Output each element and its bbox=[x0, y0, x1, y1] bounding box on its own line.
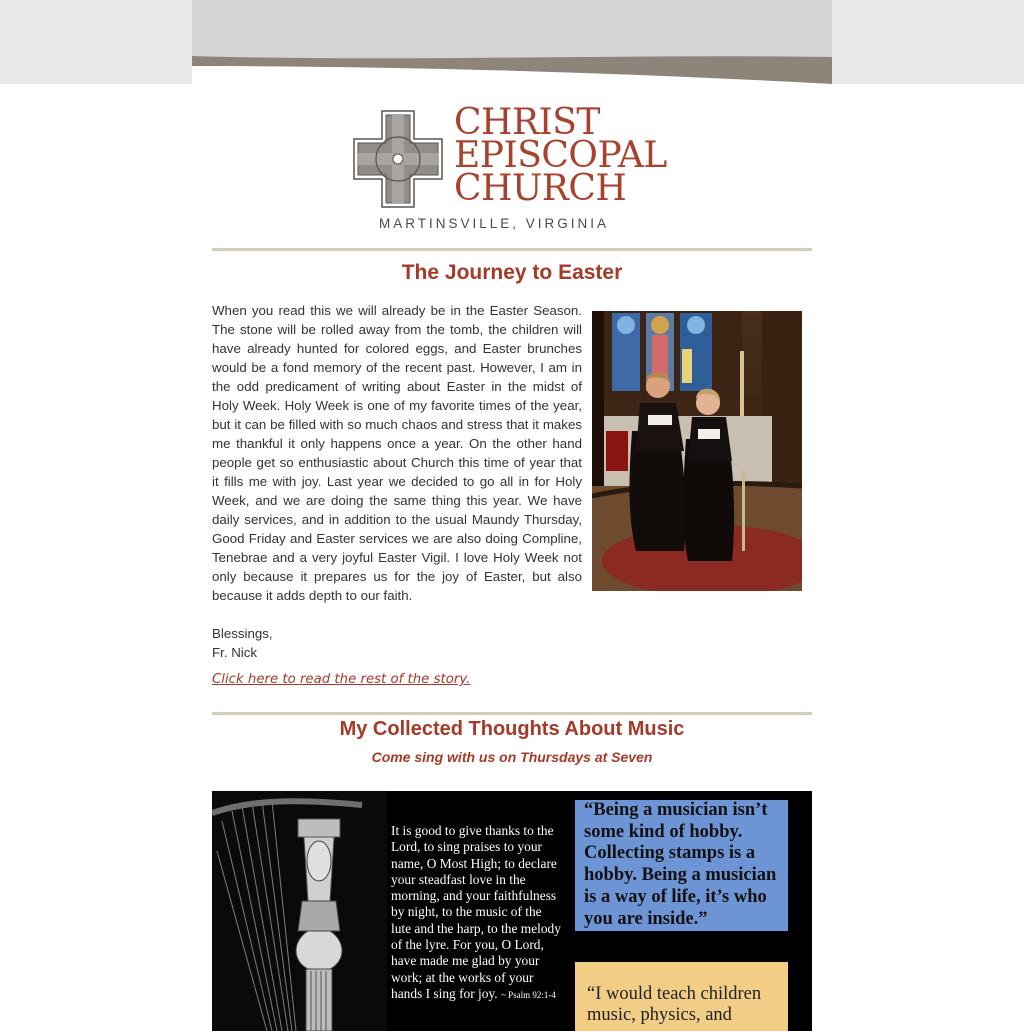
read-more-link[interactable]: Click here to read the rest of the story. bbox=[212, 672, 471, 687]
article-signoff bbox=[212, 624, 273, 662]
musician-quote: “Being a musician isn’t some kind of hobby. Collecting stamps is a hobby. Being a musician is a way of life, it’s who you are inside.” bbox=[575, 800, 788, 931]
celtic-cross-icon bbox=[352, 109, 444, 209]
church-name bbox=[454, 102, 667, 209]
music-article-subtitle: Come sing with us on Thursdays at Seven bbox=[371, 749, 653, 765]
signature-text: Fr. Nick bbox=[212, 645, 258, 660]
section-divider bbox=[212, 712, 812, 715]
psalm-quote bbox=[391, 823, 561, 1003]
header-banner bbox=[192, 0, 832, 84]
music-article-title: My Collected Thoughts About Music bbox=[339, 718, 685, 740]
choir-photo[interactable] bbox=[592, 311, 802, 591]
church-logo[interactable] bbox=[352, 102, 682, 231]
church-location: MARTINSVILLE, VIRGINIA bbox=[379, 216, 610, 231]
closing-text: Blessings, bbox=[212, 626, 273, 641]
church-name-line-1: CHRIST bbox=[454, 102, 600, 143]
section-divider bbox=[212, 248, 812, 251]
music-quotes-image[interactable] bbox=[212, 791, 812, 1031]
teaching-quote: “I would teach children music, physics, and bbox=[575, 962, 788, 1031]
article-paragraph: When you read this we will already be in the Easter Season. The stone will be rolled away from the tomb, the children will have already hunted for colored eggs, and Easter brunches would be a fond memory of the recent past. However, I am in the odd predicament of writing about Easter in the midst of Holy Week. Holy Week is one of my favorite times of the year, but it can be filled with so much chaos and stress that it makes me thankful it only happens once a year. On the other hand people get so enthusiastic about Church this time of year that it fills me with joy. Last year we decided to go all in for Holy Week, and we are doing the same thing this year. We have daily services, and in addition to the usual Maundy Thursday, Good Friday and Easter services we are also doing Compline, Tenebrae and a very joyful Easter Vigil. I love Holy Week not only because it prepares us for the joy of Easter, but also because it adds depth to our faith. bbox=[212, 303, 582, 603]
church-name-line-3: CHURCH bbox=[454, 168, 627, 209]
article-title: The Journey to Easter bbox=[401, 261, 623, 284]
psalm-text: It is good to give thanks to the Lord, to sing praises to your name, O Most High; to declare your steadfast love in the morning, and your faithfulness by night, to the music of the lute and the harp, to the melody of the lyre. For you, O Lord, have made me glad by your work; at the works of your hands I sing for joy. bbox=[391, 823, 561, 1001]
psalm-reference: ~ Psalm 92:1-4 bbox=[500, 989, 556, 1000]
church-name-line-2: EPISCOPAL bbox=[454, 135, 667, 176]
harp-illustration bbox=[212, 791, 387, 1031]
article-text bbox=[212, 301, 582, 605]
